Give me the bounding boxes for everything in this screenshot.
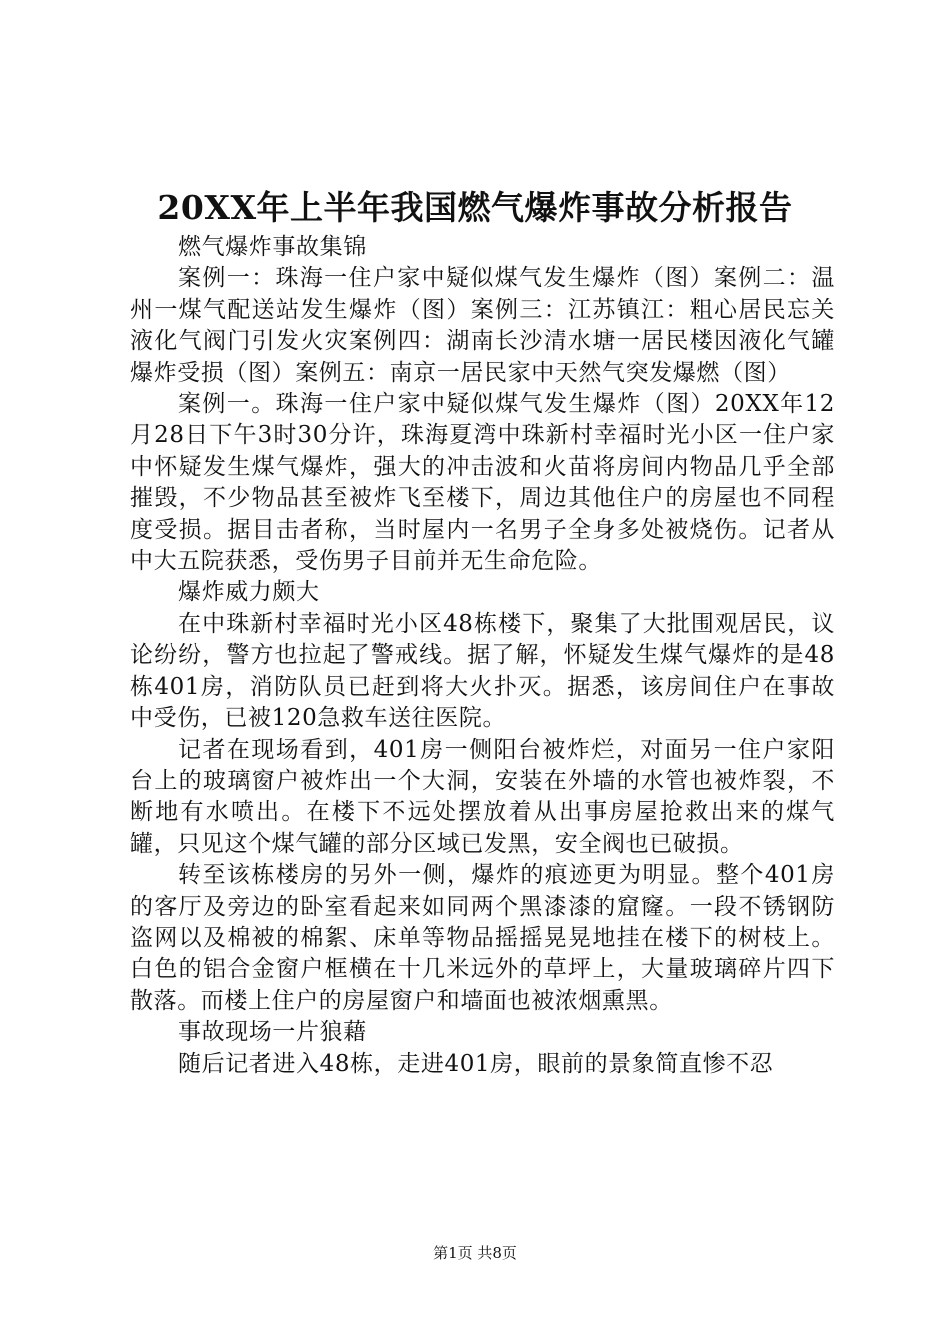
document-title: 20XX年上半年我国燃气爆炸事故分析报告: [157, 188, 793, 227]
section-heading: 爆炸威力颇大: [178, 579, 320, 606]
section-heading: 燃气爆炸事故集锦: [178, 234, 367, 260]
paragraph: 记者在现场看到，401房一侧阳台被炸烂，对面另一住户家阳台上的玻璃窗户被炸出一个大洞，安装在外墙的水管也被炸裂，不断地有水喷出。在楼下不远处摆放着从出事房屋抢救出来的煤气罐，只见这个煤气罐的部分区域已发黑，安全阀也已破损。: [130, 736, 835, 857]
section-heading: 事故现场一片狼藉: [178, 1019, 367, 1046]
document-body: [130, 232, 835, 1080]
page-footer: 第1页 共8页: [433, 1244, 517, 1262]
paragraph: 随后记者进入48栋，走进401房，眼前的景象简直惨不忍: [178, 1050, 774, 1077]
paragraph: 转至该栋楼房的另外一侧，爆炸的痕迹更为明显。整个401房的客厅及旁边的卧室看起来如同两个黑漆漆的窟窿。一段不锈钢防盗网以及棉被的棉絮、床单等物品摇摇晃晃地挂在楼下的树枝上。白色的铝合金窗户框横在十几米远外的草坪上，大量玻璃碎片四下散落。而楼上住户的房屋窗户和墙面也被浓烟熏黑。: [130, 862, 835, 1014]
paragraph: 案例一。珠海一住户家中疑似煤气发生爆炸（图）20XX年12月28日下午3时30分许，珠海夏湾中珠新村幸福时光小区一住户家中怀疑发生煤气爆炸，强大的冲击波和火苗将房间内物品几乎全部摧毁，不少物品甚至被炸飞至楼下，周边其他住户的房屋也不同程度受损。据目击者称，当时屋内一名男子全身多处被烧伤。记者从中大五院获悉，受伤男子目前并无生命危险。: [130, 391, 835, 575]
paragraph: 在中珠新村幸福时光小区48栋楼下，聚集了大批围观居民，议论纷纷，警方也拉起了警戒线。据了解，怀疑发生煤气爆炸的是48栋401房，消防队员已赶到将大火扑灭。据悉，该房间住户在事故中受伤，已被120急救车送往医院。: [130, 610, 835, 732]
paragraph: 案例一：珠海一住户家中疑似煤气发生爆炸（图）案例二：温州一煤气配送站发生爆炸（图）案例三：江苏镇江：粗心居民忘关液化气阀门引发火灾案例四：湖南长沙清水塘一居民楼因液化气罐爆炸受损（图）案例五：南京一居民家中天然气突发爆燃（图）: [130, 265, 835, 386]
